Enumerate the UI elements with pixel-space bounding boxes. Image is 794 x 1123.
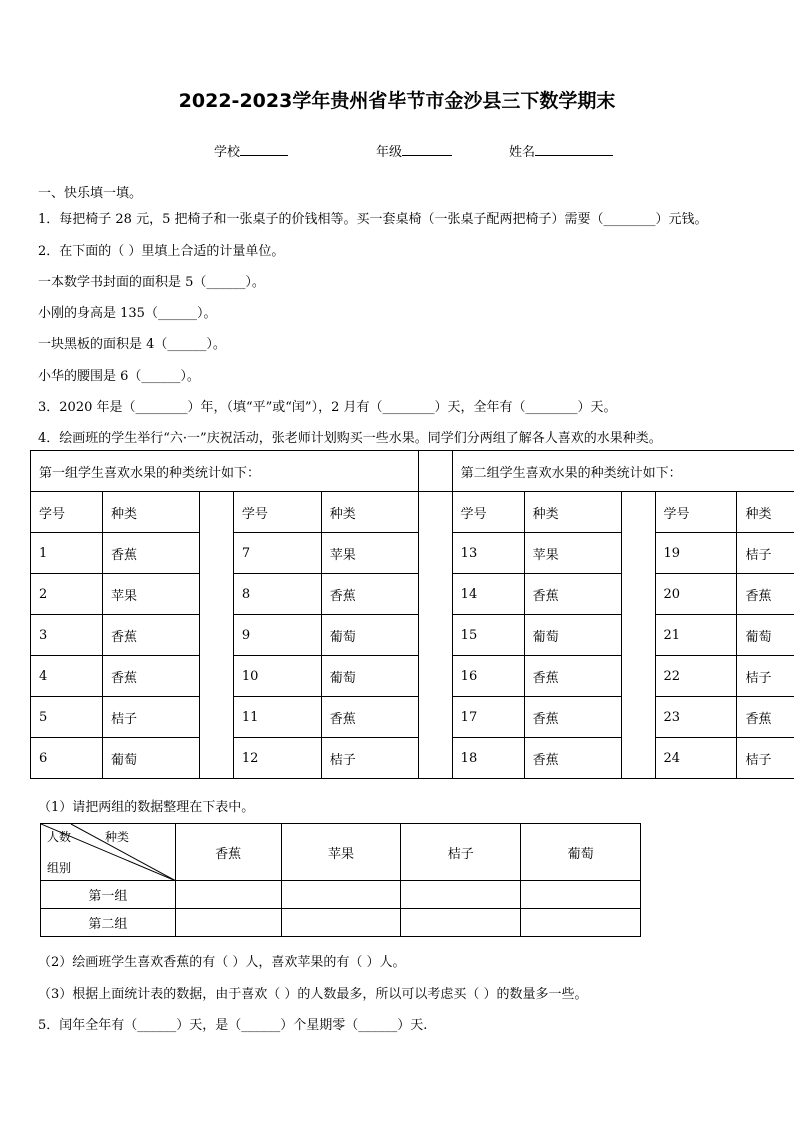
cell-id: 8 bbox=[233, 574, 321, 615]
school-field bbox=[214, 141, 288, 160]
table-row bbox=[31, 615, 794, 656]
header-kind: 种类 bbox=[102, 492, 199, 533]
cell-id: 18 bbox=[452, 738, 524, 779]
summary-table bbox=[40, 823, 641, 937]
cell-kind: 葡萄 bbox=[102, 738, 199, 779]
grade-field bbox=[376, 141, 452, 160]
cell-id: 15 bbox=[452, 615, 524, 656]
cell-kind: 桔子 bbox=[102, 697, 199, 738]
cell-kind: 香蕉 bbox=[524, 738, 621, 779]
cell-id: 23 bbox=[655, 697, 737, 738]
header-id: 学号 bbox=[655, 492, 737, 533]
fruit-header: 香蕉 bbox=[175, 824, 281, 881]
answer-cell[interactable] bbox=[175, 909, 281, 937]
question-2-stem: 2．在下面的（ ）里填上合适的计量单位。 bbox=[38, 244, 285, 259]
table-row bbox=[31, 738, 794, 779]
question-1: 1．每把椅子 28 元，5 把椅子和一张桌子的价钱相等。买一套桌椅（一张桌子配两把椅子）需要（________）元钱。 bbox=[38, 212, 708, 227]
cell-kind: 桔子 bbox=[737, 533, 794, 574]
answer-cell[interactable] bbox=[521, 909, 641, 937]
cell-kind: 香蕉 bbox=[737, 574, 794, 615]
question-4-stem: 4．绘画班的学生举行“六·一”庆祝活动，张老师计划购买一些水果。同学们分两组了解各人喜欢的水果种类。 bbox=[38, 431, 662, 446]
cell-kind: 葡萄 bbox=[524, 615, 621, 656]
cell-kind: 桔子 bbox=[737, 656, 794, 697]
cell-id: 9 bbox=[233, 615, 321, 656]
cell-id: 5 bbox=[31, 697, 103, 738]
cell-id: 1 bbox=[31, 533, 103, 574]
cell-id: 13 bbox=[452, 533, 524, 574]
sub-question-3: （3）根据上面统计表的数据，由于喜欢（ ）的人数最多，所以可以考虑买（ ）的数量多一些。 bbox=[38, 987, 588, 1002]
answer-cell[interactable] bbox=[281, 909, 401, 937]
fruit-header: 桔子 bbox=[401, 824, 521, 881]
section-heading: 一、快乐填一填。 bbox=[38, 186, 143, 201]
cell-kind: 葡萄 bbox=[321, 656, 418, 697]
cell-kind: 香蕉 bbox=[524, 697, 621, 738]
cell-id: 22 bbox=[655, 656, 737, 697]
cell-id: 3 bbox=[31, 615, 103, 656]
cell-kind: 香蕉 bbox=[102, 533, 199, 574]
answer-cell[interactable] bbox=[175, 881, 281, 909]
answer-cell[interactable] bbox=[401, 909, 521, 937]
grade-label: 年级 bbox=[376, 145, 403, 160]
cell-kind: 香蕉 bbox=[102, 656, 199, 697]
cell-kind: 苹果 bbox=[524, 533, 621, 574]
cell-id: 11 bbox=[233, 697, 321, 738]
school-label: 学校 bbox=[214, 145, 241, 160]
answer-cell[interactable] bbox=[521, 881, 641, 909]
cell-id: 7 bbox=[233, 533, 321, 574]
cell-id: 12 bbox=[233, 738, 321, 779]
divider-cell bbox=[418, 451, 452, 492]
header-id: 学号 bbox=[233, 492, 321, 533]
name-field bbox=[509, 141, 613, 160]
cell-id: 14 bbox=[452, 574, 524, 615]
cell-kind: 苹果 bbox=[102, 574, 199, 615]
table-row bbox=[31, 574, 794, 615]
cell-id: 4 bbox=[31, 656, 103, 697]
cell-kind: 香蕉 bbox=[321, 574, 418, 615]
spacer-cell bbox=[418, 492, 452, 779]
cell-kind: 葡萄 bbox=[321, 615, 418, 656]
cell-id: 17 bbox=[452, 697, 524, 738]
cell-id: 24 bbox=[655, 738, 737, 779]
table-row bbox=[31, 533, 794, 574]
sub-question-2: （2）绘画班学生喜欢香蕉的有（ ）人，喜欢苹果的有（ ）人。 bbox=[38, 955, 406, 970]
header-kind: 种类 bbox=[321, 492, 418, 533]
fruit-header: 葡萄 bbox=[521, 824, 641, 881]
answer-cell[interactable] bbox=[281, 881, 401, 909]
cell-kind: 桔子 bbox=[737, 738, 794, 779]
cell-kind: 葡萄 bbox=[737, 615, 794, 656]
cell-kind: 桔子 bbox=[321, 738, 418, 779]
header-id: 学号 bbox=[31, 492, 103, 533]
name-label: 姓名 bbox=[509, 145, 536, 160]
cell-id: 2 bbox=[31, 574, 103, 615]
page-title: 2022-2023学年贵州省毕节市金沙县三下数学期末 bbox=[178, 90, 616, 112]
cell-kind: 香蕉 bbox=[737, 697, 794, 738]
cell-id: 16 bbox=[452, 656, 524, 697]
corner-kind: 种类 bbox=[105, 830, 130, 844]
cell-id: 21 bbox=[655, 615, 737, 656]
question-2-item: 小华的腰围是 6（______）。 bbox=[38, 369, 200, 384]
cell-id: 10 bbox=[233, 656, 321, 697]
corner-cell bbox=[41, 824, 176, 881]
question-3: 3．2020 年是（________）年，（填“平”或“闰”），2 月有（________）天，全年有（________）天。 bbox=[38, 400, 617, 415]
question-2-item: 一块黑板的面积是 4（______）。 bbox=[38, 337, 226, 352]
sub-question-1: （1）请把两组的数据整理在下表中。 bbox=[38, 800, 255, 815]
cell-kind: 香蕉 bbox=[524, 656, 621, 697]
question-2-item: 一本数学书封面的面积是 5（______）。 bbox=[38, 275, 265, 290]
header-kind: 种类 bbox=[737, 492, 794, 533]
group-label: 第二组 bbox=[41, 909, 176, 937]
question-2-item: 小刚的身高是 135（______）。 bbox=[38, 306, 217, 321]
group2-caption: 第二组学生喜欢水果的种类统计如下： bbox=[452, 451, 794, 492]
cell-kind: 香蕉 bbox=[321, 697, 418, 738]
fruit-survey-table bbox=[30, 450, 794, 779]
fruit-header: 苹果 bbox=[281, 824, 401, 881]
cell-kind: 香蕉 bbox=[524, 574, 621, 615]
header-kind: 种类 bbox=[524, 492, 621, 533]
cell-id: 20 bbox=[655, 574, 737, 615]
header-id: 学号 bbox=[452, 492, 524, 533]
group-label: 第一组 bbox=[41, 881, 176, 909]
corner-group: 组别 bbox=[47, 861, 72, 875]
table-row bbox=[31, 656, 794, 697]
cell-id: 19 bbox=[655, 533, 737, 574]
spacer-cell bbox=[621, 492, 655, 779]
spacer-cell bbox=[199, 492, 233, 779]
question-5: 5．闰年全年有（______）天，是（______）个星期零（______）天. bbox=[38, 1018, 428, 1033]
table-row bbox=[31, 697, 794, 738]
corner-people: 人数 bbox=[47, 830, 72, 844]
answer-cell[interactable] bbox=[401, 881, 521, 909]
cell-id: 6 bbox=[31, 738, 103, 779]
cell-kind: 香蕉 bbox=[102, 615, 199, 656]
cell-kind: 苹果 bbox=[321, 533, 418, 574]
group1-caption: 第一组学生喜欢水果的种类统计如下： bbox=[31, 451, 419, 492]
